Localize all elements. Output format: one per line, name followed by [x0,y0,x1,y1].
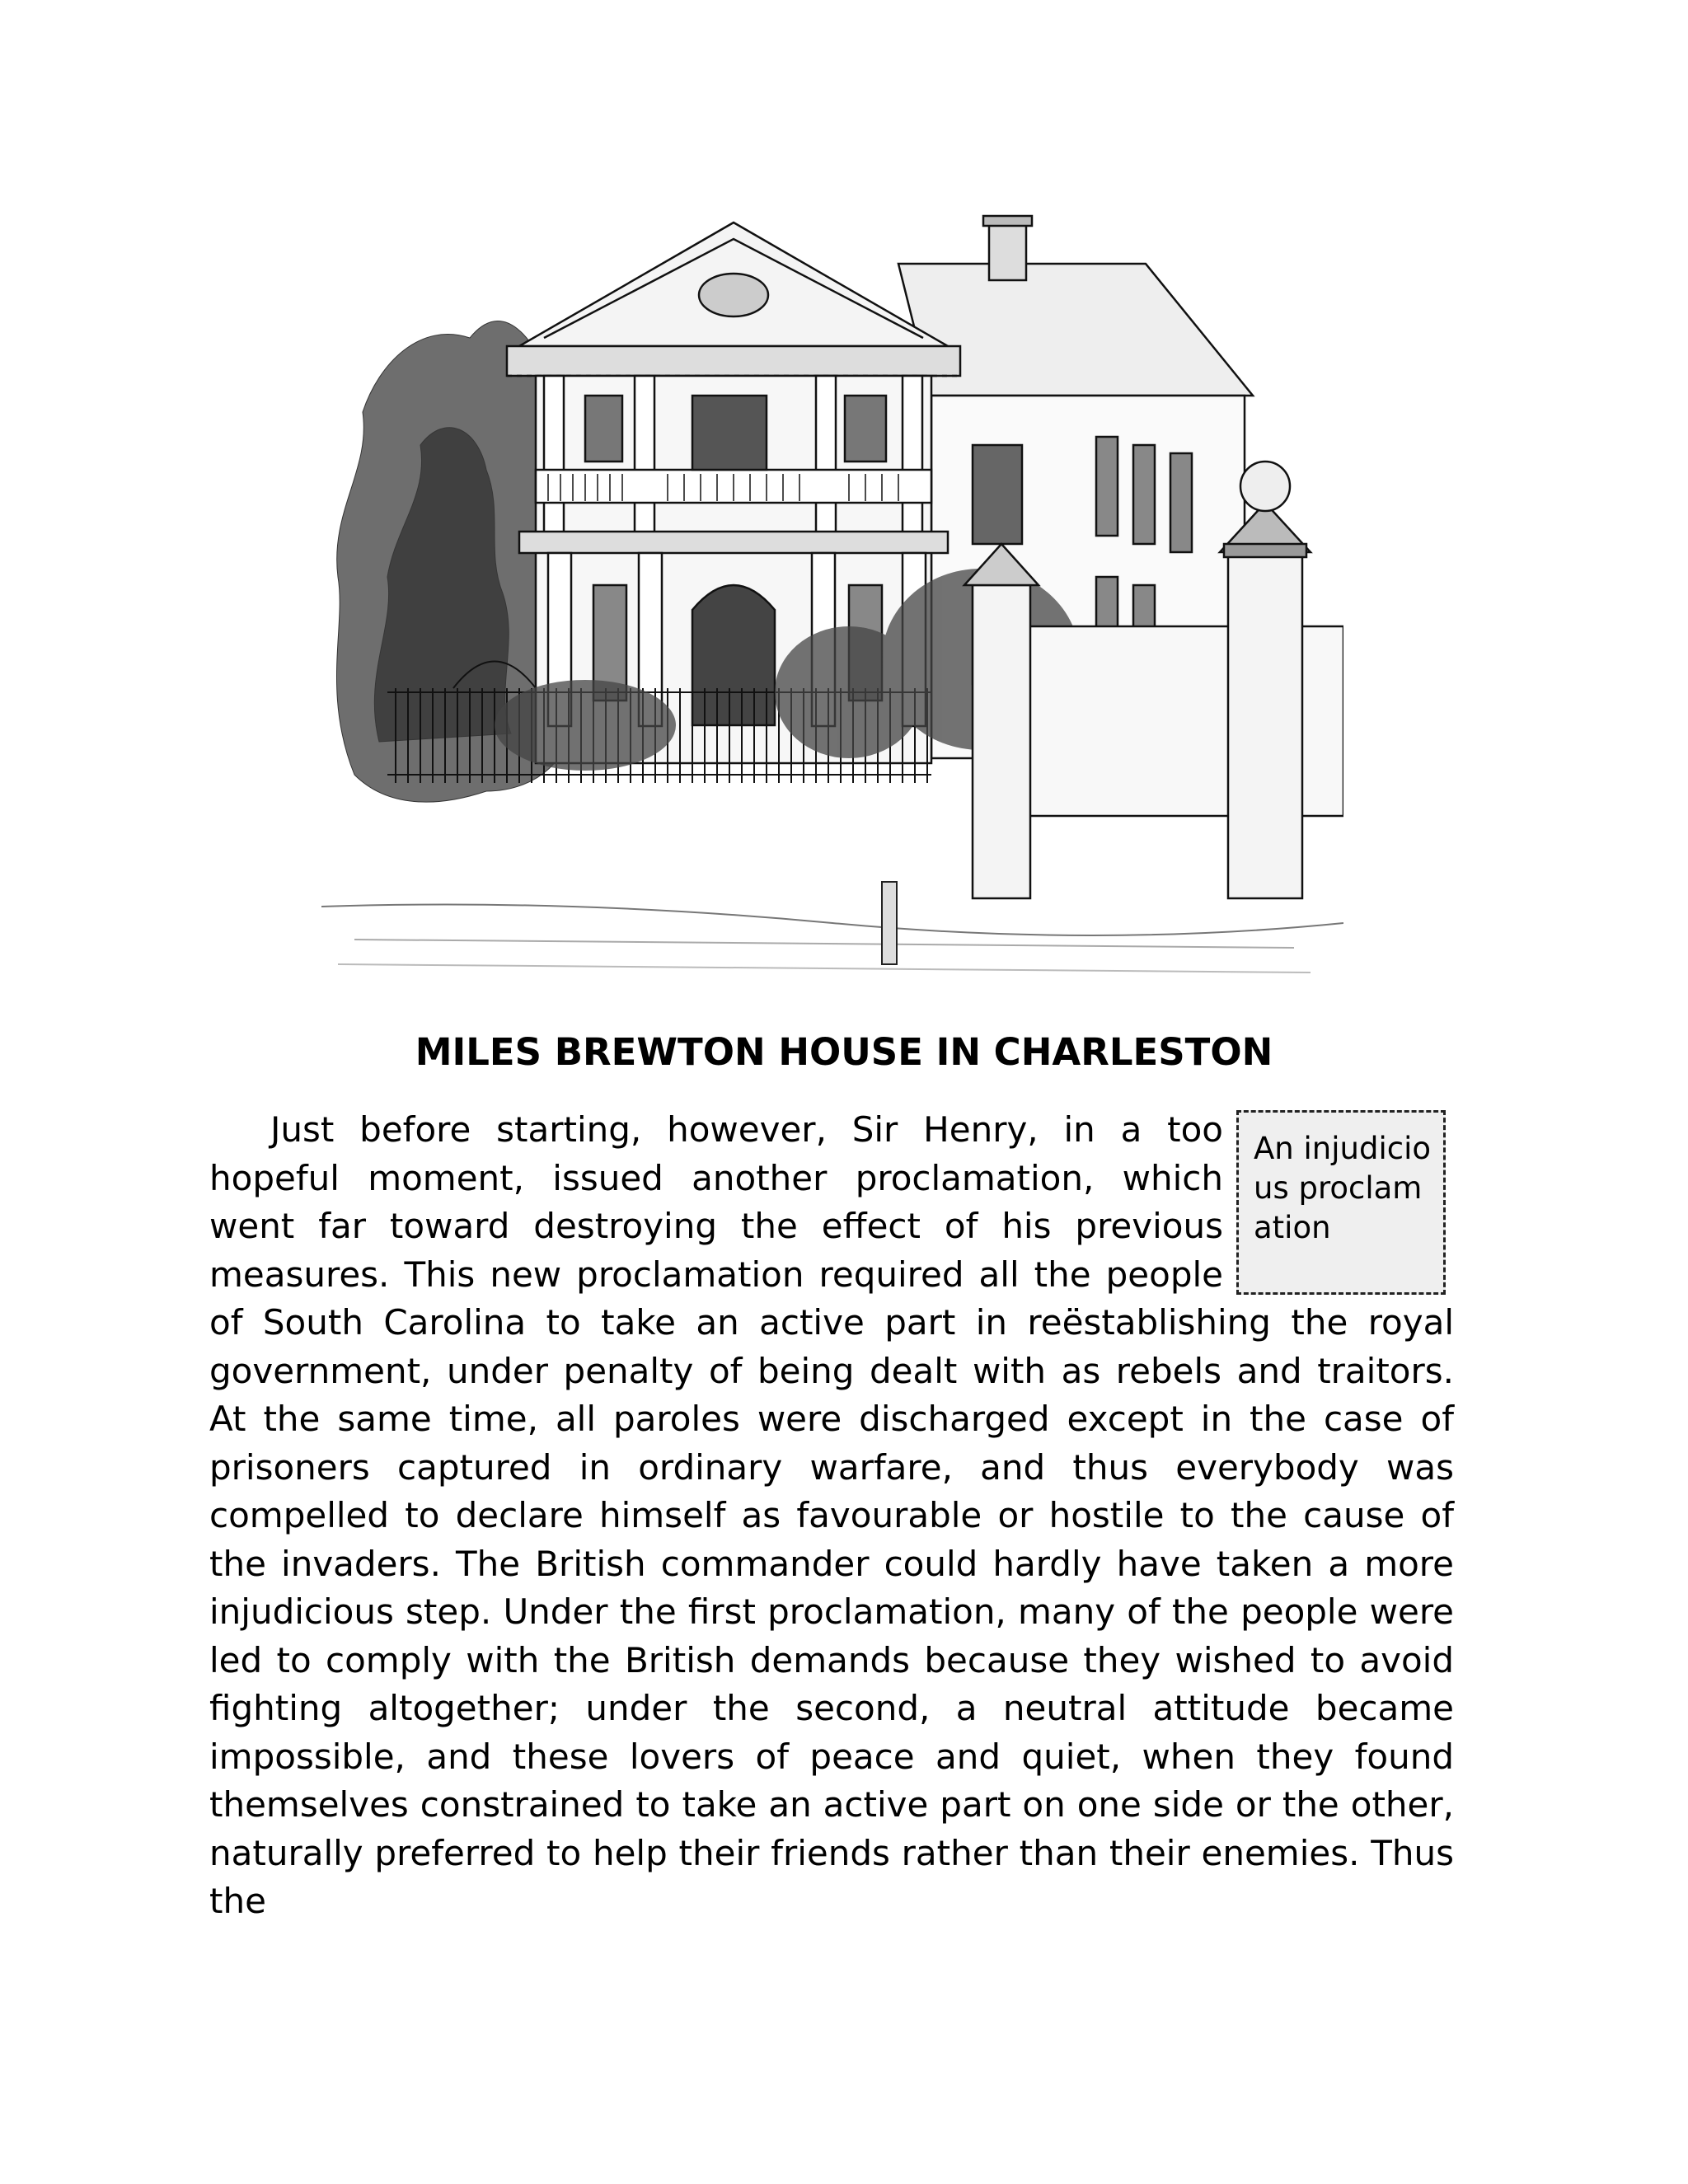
sidenote-spacer [1223,1106,1454,1294]
body-paragraph-text: Just before starting, however, Sir Henry, in a too hopeful moment, issued another proclamation, which went far toward destroying the effect of his previous measures. This new proclamation required all the people of South Carolina to take an active part in reëstablishing the royal government, under penalty of being dealt with as rebels and traitors. At the same time, all paroles were discharged except in the case of prisoners captured in ordinary warfare, and thus everybody was compelled to declare himself as favourable or hostile to the cause of the invaders. The British commander could hardly have taken a more injudicious step. Under the first proclamation, many of the people were led to comply with the British demands because they wished to avoid fighting altogether; under the second, a neutral attitude became impossible, and these lovers of peace and quiet, when they found themselves constrained to take an active part on one side or the other, naturally preferred to help their friends rather than their enemies. Thus the [209,1109,1454,1921]
illustration-caption: MILES BREWTON HOUSE IN CHARLESTON [415,1030,1273,1074]
margin-sidenote: An injudicious proclamation [1236,1110,1446,1295]
body-paragraph [209,1106,1454,1926]
house-illustration-icon [321,198,1343,997]
